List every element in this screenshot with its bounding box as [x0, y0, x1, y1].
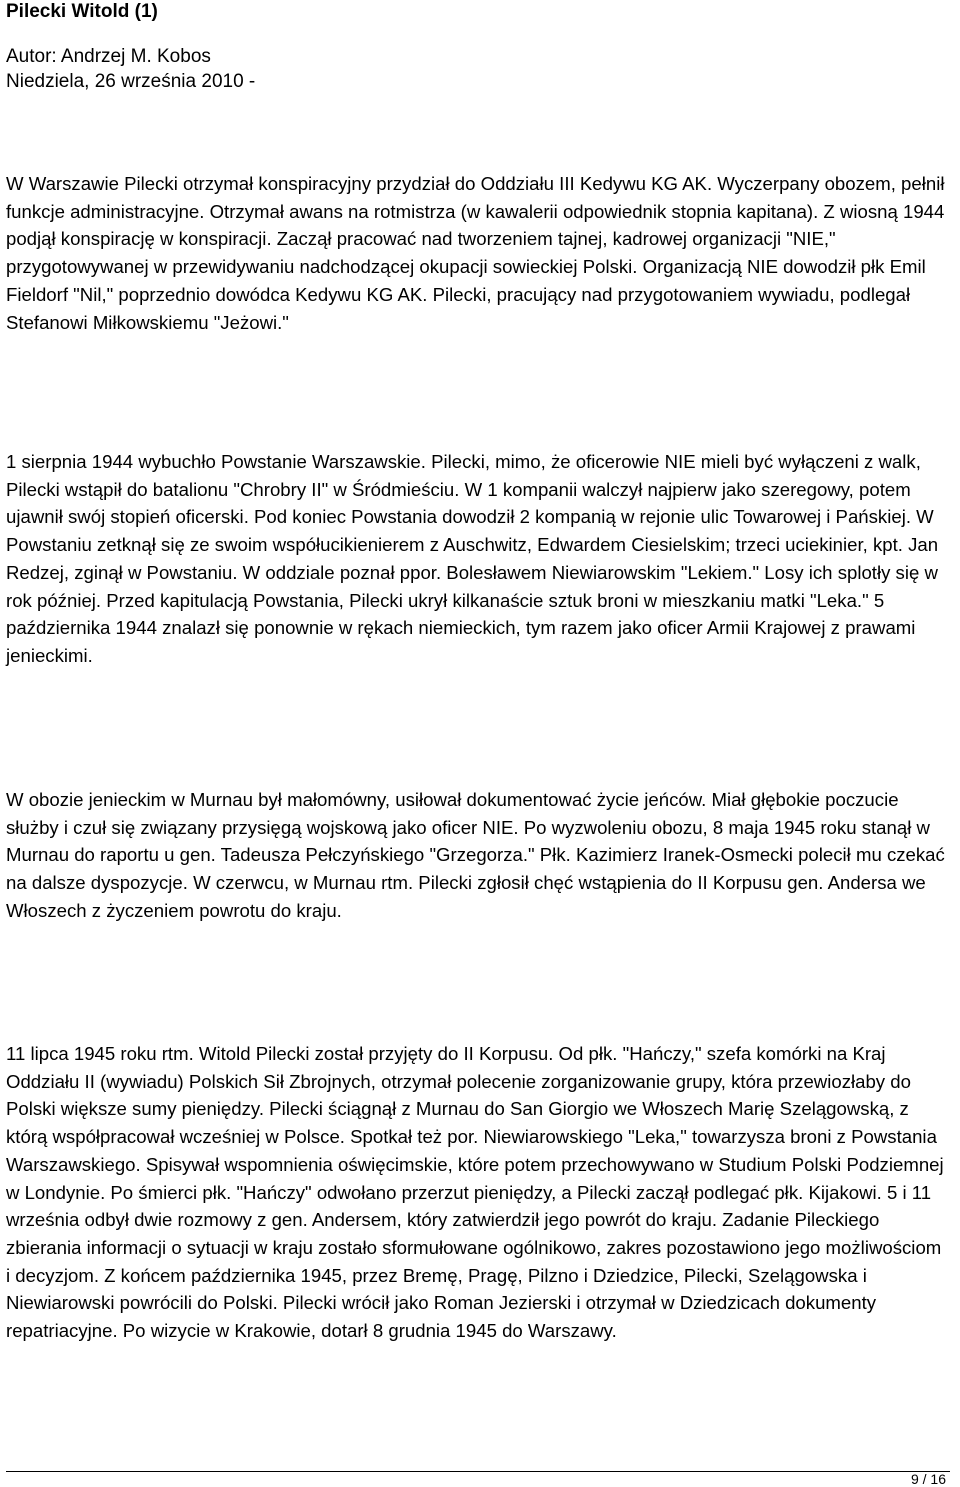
paragraph-2: 1 sierpnia 1944 wybuchło Powstanie Warszawskie. Pilecki, mimo, że oficerowie NIE mieli być wyłączeni z walk, Pilecki wstąpił do batalionu "Chrobry II" w Śródmieściu. W 1 kompanii walczył najpierw jako szeregowy, potem ujawnił swój stopień oficerski. Pod koniec Powstania dowodził 2 kompanią w rejonie ulic Towarowej i Pańskiej. W Powstaniu zetknął się ze swoim współucikienierem z Auschwitz, Edwardem Ciesielskim; trzeci uciekinier, kpt. Jan Redzej, zginął w Powstaniu. W oddziale poznał ppor. Bolesławem Niewiarowskim "Lekiem." Losy ich splotły się w rok później. Przed kapitulacją Powstania, Pilecki ukrył kilkanaście sztuk broni w mieszkaniu matki "Leka." 5 października 1944 znalazł się ponownie w rękach niemieckich, tym razem jako oficer Armii Krajowej z prawami jenieckimi.: [6, 451, 939, 666]
footer-divider: [6, 1471, 950, 1472]
paragraph-3: W obozie jenieckim w Murnau był małomówny, usiłował dokumentować życie jeńców. Miał głębokie poczucie służby i czuł się związany przysięgą wojskową jako oficer NIE. Po wyzwoleniu obozu, 8 maja 1945 roku stanął w Murnau do raportu u gen. Tadeusza Pełczyńskiego "Grzegorza." Płk. Kazimierz Iranek-Osmecki polecił mu czekać na dalsze dyspozycje. W czerwcu, w Murnau rtm. Pilecki zgłosił chęć wstąpienia do II Korpusu gen. Andersa we Włoszech z życzeniem powrotu do kraju.: [6, 789, 945, 921]
paragraph-1: W Warszawie Pilecki otrzymał konspiracyjny przydział do Oddziału III Kedywu KG AK. Wyczerpany obozem, pełnił funkcje administracyjne. Otrzymał awans na rotmistrza (w kawalerii odpowiednik stopnia kapitana). Z wiosną 1944 podjął konspirację w konspiracji. Zaczął pracować nad tworzeniem tajnej, kadrowej organizacji "NIE," przygotowywanej w przewidywaniu nadchodzącej okupacji sowieckiej Polski. Organizacją NIE dowodził płk Emil Fieldorf "Nil," poprzednio dowódca Kedywu KG AK. Pilecki, pracujący nad przygotowaniem wywiadu, podlegał Stefanowi Miłkowskiemu "Jeżowi.": [6, 173, 945, 333]
date-line: Niedziela, 26 września 2010 -: [6, 71, 256, 92]
paragraph-4: 11 lipca 1945 roku rtm. Witold Pilecki został przyjęty do II Korpusu. Od płk. "Hańczy," szefa komórki na Kraj Oddziału II (wywiadu) Polskich Sił Zbrojnych, otrzymał polecenie zorganizowanie grupy, która przewiozłaby do Polski większe sumy pieniędzy. Pilecki ściągnął z Murnau do San Giorgio we Włoszech Marię Szelągowską, z którą współpracował wcześniej w Polsce. Spotkał też por. Niewiarowskiego "Leka," towarzysza broni z Powstania Warszawskiego. Spisywał wspomnienia oświęcimskie, które potem przechowywano w Studium Polski Podziemnej w Londynie. Po śmierci płk. "Hańczy" odwołano przerzut pieniędzy, a Pilecki zaczął podlegać płk. Kijakowi. 5 i 11 września odbył dwie rozmowy z gen. Andersem, który zatwierdził jego powrót do kraju. Zadanie Pileckiego zbierania informacji o sytuacji w kraju zostało sformułowane ogólnikowo, zakres pozostawiono jego możliwościom i decyzjom. Z końcem października 1945, przez Bremę, Pragę, Pilzno i Dziedzice, Pilecki, Szelągowska i Niewiarowski powrócili do Polski. Pilecki wrócił jako Roman Jezierski i otrzymał w Dziedzicach dokumenty repatriacyjne. Po wizycie w Krakowie, dotarł 8 grudnia 1945 do Warszawy.: [6, 1043, 944, 1342]
page-number: 9 / 16: [910, 1471, 946, 1487]
document-title: Pilecki Witold (1): [6, 1, 158, 22]
author-line: Autor: Andrzej M. Kobos: [6, 46, 211, 67]
